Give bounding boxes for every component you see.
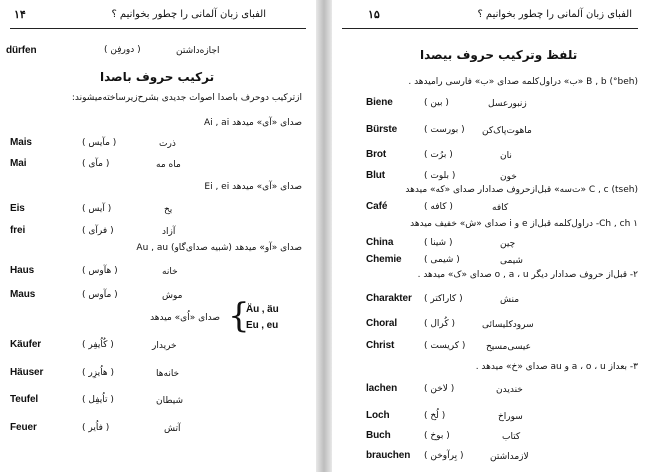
right-running-title: الفبای زبان آلمانی را چطور بخوانیم ؟ [477,9,632,20]
brace-symbol: { [228,296,250,336]
entry-translation: عیسی‌مسیح [486,342,531,352]
rule-b: (beh°) B , b «ب» دراول‌کلمه صدای «ب» فارسی رامیدهد . [408,77,638,87]
entry-word: Charakter [366,293,412,304]
entry-pronunciation: ( آیس ) [82,204,112,214]
entry-pronunciation: ( هآوس ) [82,266,118,276]
entry-pronunciation: ( بلوت ) [424,171,456,181]
entry-word: Chemie [366,254,402,265]
entry-word: Choral [366,318,398,329]
entry-pronunciation: ( هاُیزِر ) [82,368,115,378]
entry-word: dürfen [6,45,37,56]
entry-translation: موش [162,291,183,301]
entry-translation: سرودکلیسائی [482,320,534,330]
entry-pronunciation: ( لُخ ) [424,411,446,421]
entry-translation: خانه [162,267,178,277]
entry-pronunciation: ( کاراکتر ) [424,294,463,304]
entry-translation: کافه [492,203,509,213]
section-heading: تلفظ وترکیب حروف بیصدا [420,48,578,62]
entry-translation: ذرت [159,139,176,149]
entry-word: Christ [366,340,395,351]
entry-pronunciation: ( شیمی ) [424,255,460,265]
entry-word: Haus [10,265,35,276]
entry-pronunciation: ( کافه ) [424,202,453,212]
entry-pronunciation: ( مآی ) [82,159,110,169]
entry-translation: خندیدن [496,385,523,395]
entry-translation: زنبورعسل [488,99,527,109]
rule-ch: Ch , ch ۱- دراول‌کلمه قبل‌از e و i صدای «ش» خفیف میدهد [410,219,638,229]
left-running-title: الفبای زبان آلمانی را چطور بخوانیم ؟ [111,9,266,20]
right-page-header [342,6,638,29]
right-page-number: ۱۵ [368,8,380,21]
entry-translation: یخ [164,205,173,215]
entry-pronunciation: ( بورست ) [424,125,465,135]
entry-pronunciation: ( کریست ) [424,341,466,351]
rule-ch-2: ۲- قبل‌از حروف صدادار دیگر o , a ، u صدای «ک» میدهد . [417,270,638,280]
entry-word: Häuser [10,367,44,378]
entry-translation: آتش [164,424,181,434]
rule-ei: صدای «آی» میدهد Ei , ei [204,182,302,192]
rule-oi-line: Eu , eu [246,320,279,331]
entry-translation: خون [500,172,517,182]
left-page-header [10,6,306,29]
right-page [332,0,648,472]
entry-pronunciation: ( مآوس ) [82,290,118,300]
entry-translation: ماهوت‌پاک‌کن [482,126,532,136]
rule-ai: صدای «آی» میدهد Ai , ai [203,118,302,128]
entry-word: Maus [10,289,36,300]
entry-word: frei [10,225,26,236]
entry-translation: خریدار [152,341,177,351]
entry-translation: خانه‌ها [156,369,180,379]
entry-translation: اجازه‌داشتن [176,46,220,56]
entry-word: Blut [366,170,386,181]
entry-word: Brot [366,149,387,160]
entry-word: Loch [366,410,390,421]
entry-word: Buch [366,430,391,441]
entry-word: China [366,237,394,248]
rule-oi-line: Äu , äu [246,304,279,315]
entry-pronunciation: ( شینا ) [424,238,453,248]
rule-au: صدای «آو» میدهد (شبیه صدای‌گاو) Au , au [136,243,302,253]
entry-word: Käufer [10,339,42,350]
entry-pronunciation: ( فرآی ) [82,226,114,236]
entry-translation: لازمداشتن [490,452,529,462]
entry-word: Teufel [10,394,39,405]
entry-word: Eis [10,203,25,214]
entry-translation: نان [500,151,512,161]
entry-translation: منش [500,295,520,305]
entry-pronunciation: ( فاُیر ) [82,423,110,433]
entry-pronunciation: ( کُرال ) [424,319,456,329]
rule-ch-3: ۳- بعداز a ، o ، u و au صدای «خ» میدهد . [475,362,638,372]
entry-word: brauchen [366,450,411,461]
entry-word: lachen [366,383,398,394]
entry-word: Mais [10,137,32,148]
entry-translation: شیطان [156,396,183,406]
entry-word: Bürste [366,124,398,135]
entry-word: Mai [10,158,27,169]
left-page [0,0,316,472]
rule-c: (tseh) C , c «ت‌سه» قبل‌ازحروف صدادار صدای «که» میدهد [405,185,638,195]
entry-translation: ماه مه [156,160,181,170]
entry-pronunciation: ( بین ) [424,98,449,108]
entry-word: Feuer [10,422,37,433]
entry-translation: چین [500,239,516,249]
rule-oi: صدای «اُی» میدهد [150,313,220,323]
entry-pronunciation: ( کُاُیفِر ) [82,340,114,350]
book-gutter [316,0,332,472]
entry-pronunciation: ( دورفِن ) [104,45,141,55]
entry-pronunciation: ( لاخن ) [424,384,455,394]
entry-translation: کتاب [502,432,521,442]
entry-pronunciation: ( بوخ ) [424,431,450,441]
entry-translation: شیمی [500,256,523,266]
entry-word: Biene [366,97,393,108]
entry-translation: آزاد [162,227,176,237]
entry-pronunciation: ( برُت ) [424,150,453,160]
entry-translation: سوراخ [498,412,523,422]
left-page-number: ۱۴ [14,8,26,21]
entry-word: Café [366,201,388,212]
entry-pronunciation: ( تاُیفِل ) [82,395,114,405]
entry-pronunciation: ( مآیس ) [82,138,117,148]
intro-text: ازترکیب دوحرف باصدا اصوات جدیدی بشرح‌زیرساخته‌میشوند: [71,93,302,103]
entry-pronunciation: ( بِرآوخن ) [424,451,464,461]
section-heading: ترکیب حروف باصدا [100,70,215,84]
